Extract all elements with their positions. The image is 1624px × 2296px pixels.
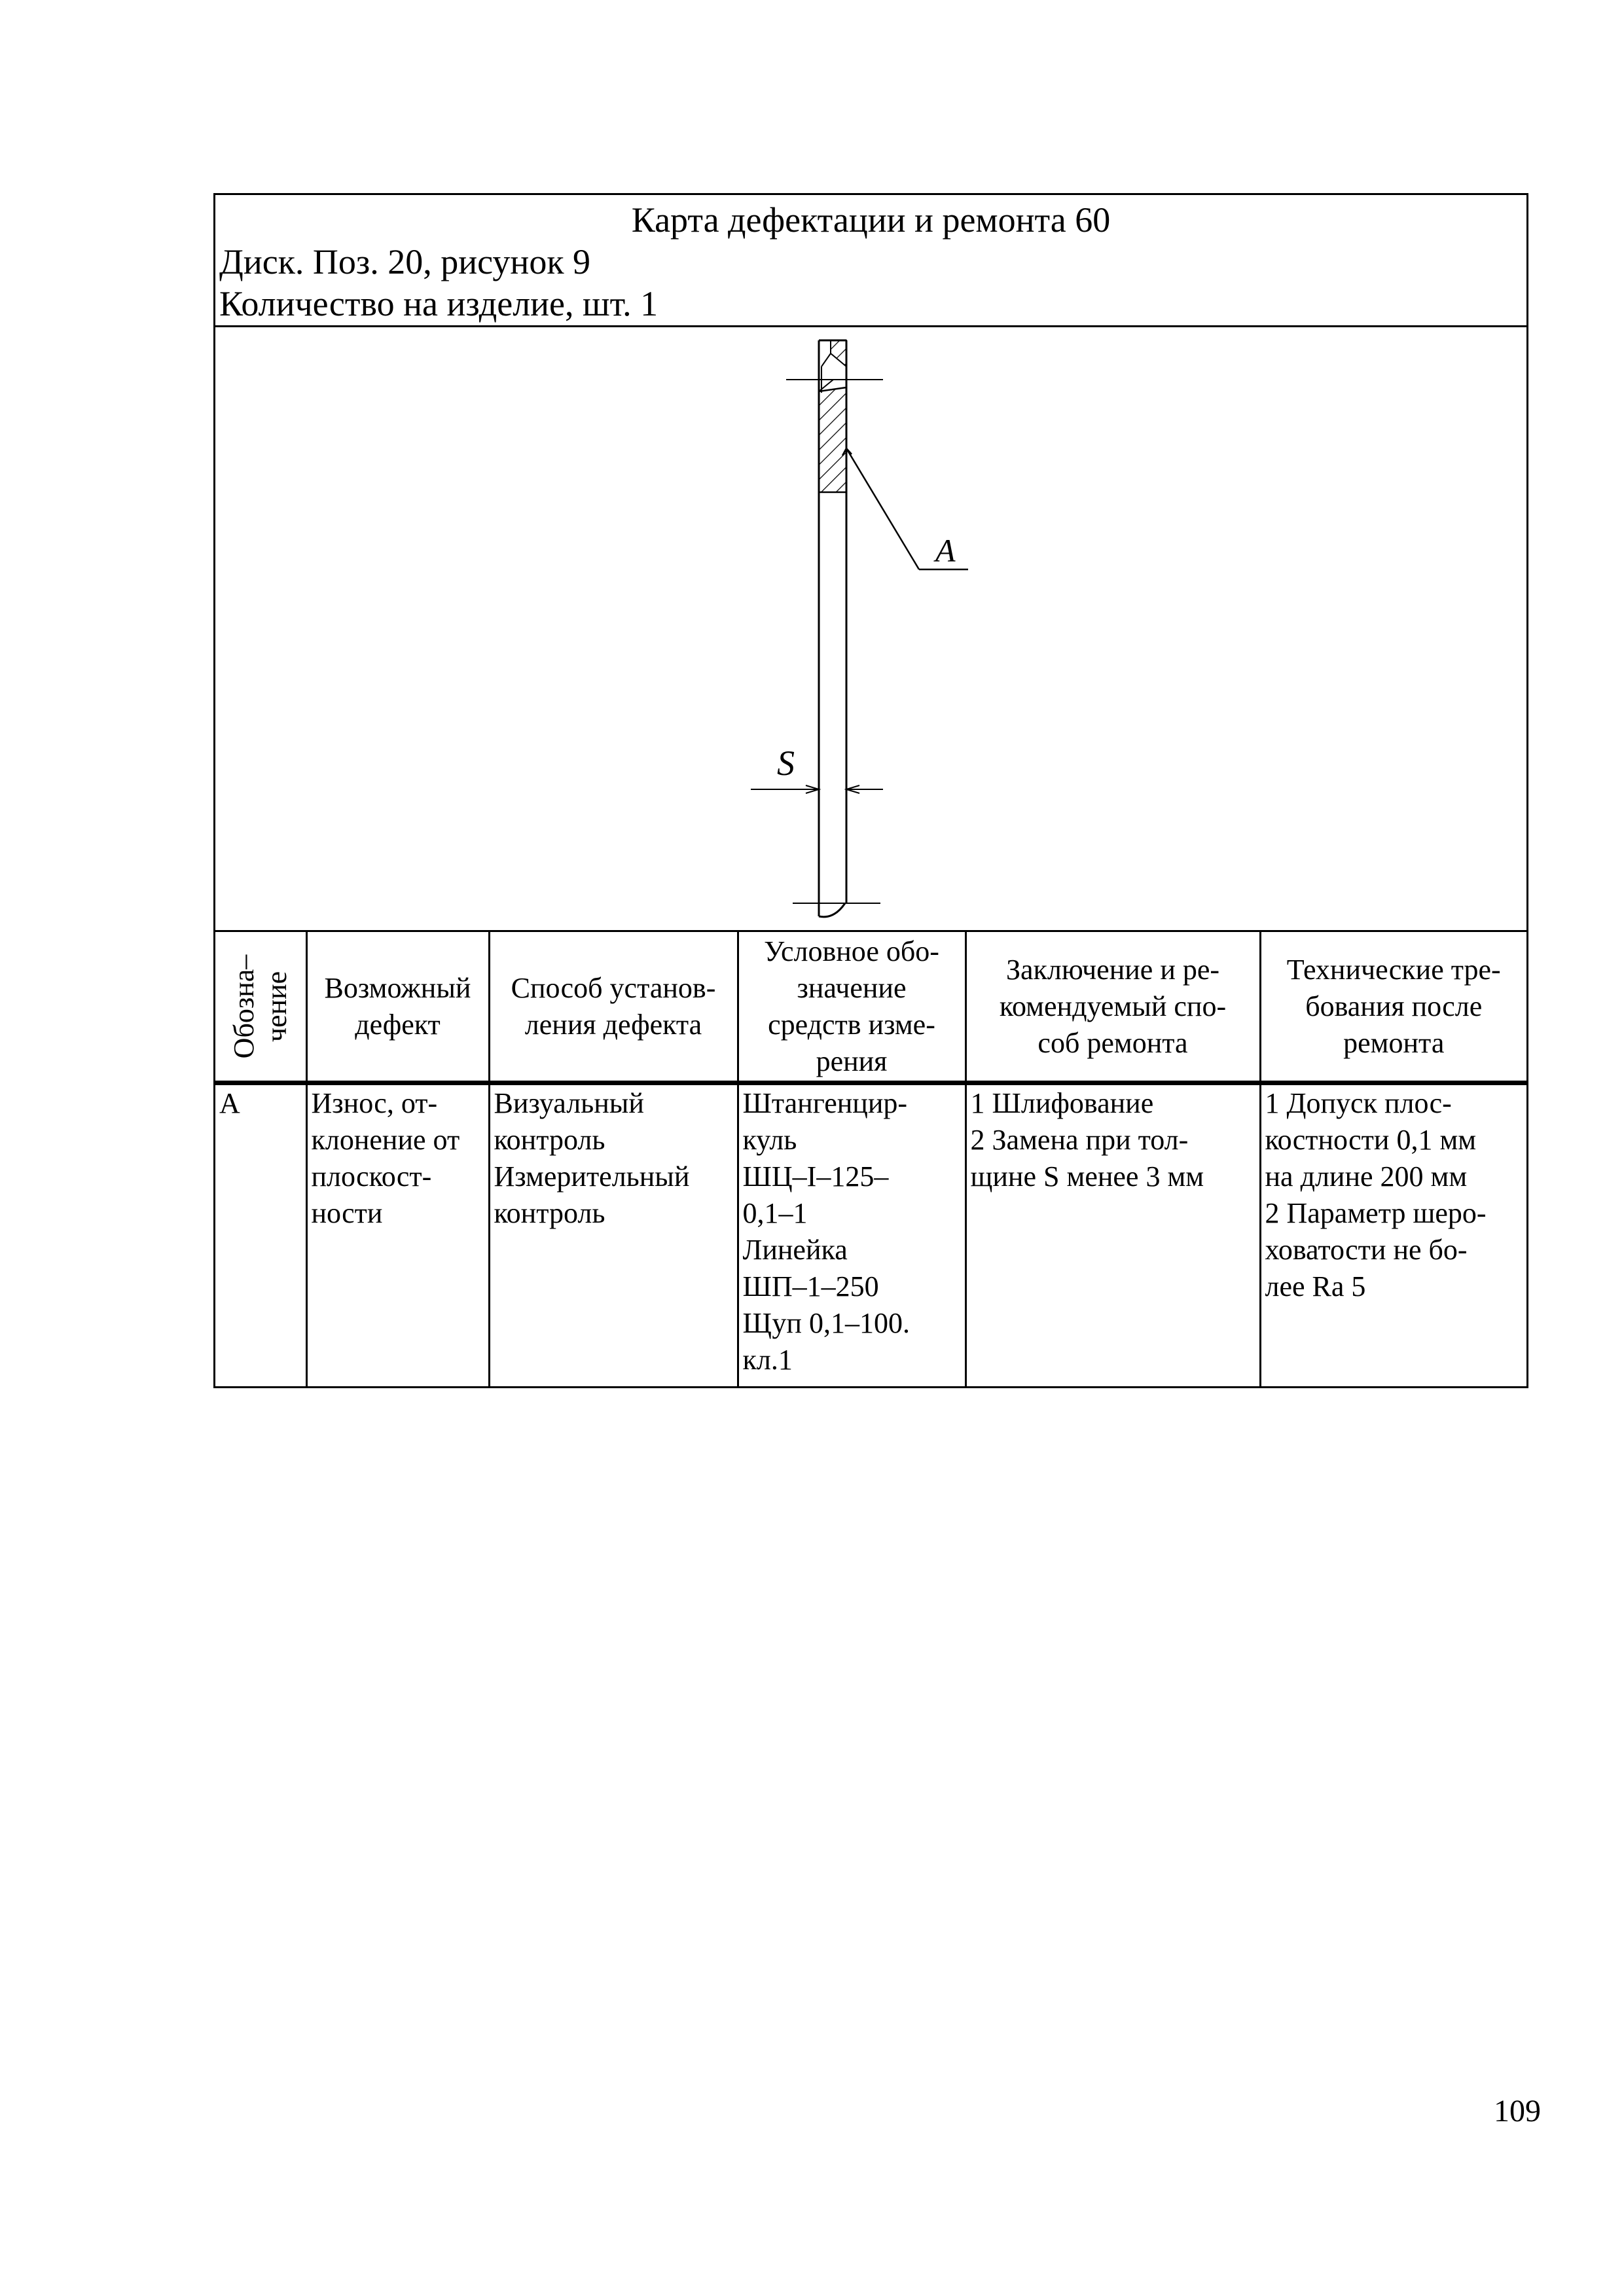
- cell-measuring-tools: Штангенцир- куль ШЦ–I–125– 0,1–1 Линейка ШП–1–250 Щуп 0,1–100. кл.1: [738, 1083, 965, 1387]
- header-measuring-tools: Условное обо- значение средств изме- рения: [738, 931, 965, 1083]
- part-drawing: [215, 327, 1526, 930]
- defect-table: [215, 930, 1526, 1386]
- header-designation: Обозна– чение: [215, 931, 306, 1083]
- cell-technical-requirements: 1 Допуск плос- костности 0,1 мм на длине 200 мм 2 Параметр шеро- ховатости не бо- лее Ra 5: [1260, 1083, 1526, 1387]
- label-a: А: [935, 532, 956, 569]
- table-row: [215, 1083, 1526, 1387]
- chamfer-section: [831, 340, 846, 367]
- disk-section-drawing: [215, 327, 1526, 930]
- label-s: S: [777, 744, 795, 783]
- page-number: 109: [1494, 2094, 1541, 2128]
- defect-card: [213, 193, 1528, 1388]
- wear-zone-a: [819, 387, 846, 492]
- table-header-row: [215, 931, 1526, 1083]
- cell-possible-defect: Износ, от- клонение от плоскост- ности: [306, 1083, 489, 1387]
- header-detection-method: Способ установ- ления дефекта: [489, 931, 738, 1083]
- dimension-s: [751, 785, 883, 793]
- card-header: [215, 195, 1526, 327]
- card-title: Карта дефектации и ремонта 60: [631, 200, 1111, 240]
- part-designation: Диск. Поз. 20, рисунок 9: [219, 242, 591, 281]
- cell-repair-conclusion: 1 Шлифование 2 Замена при тол- щине S менее 3 мм: [965, 1083, 1260, 1387]
- quantity-per-product: Количество на изделие, шт. 1: [219, 284, 659, 323]
- cell-detection-method: Визуальный контроль Измерительный контроль: [489, 1083, 738, 1387]
- header-technical-requirements: Технические тре- бования после ремонта: [1260, 931, 1526, 1083]
- cell-designation: А: [219, 1087, 240, 1119]
- header-possible-defect: Возможный дефект: [306, 931, 489, 1083]
- header-repair-conclusion: Заключение и ре- комендуемый спо- соб ремонта: [965, 931, 1260, 1083]
